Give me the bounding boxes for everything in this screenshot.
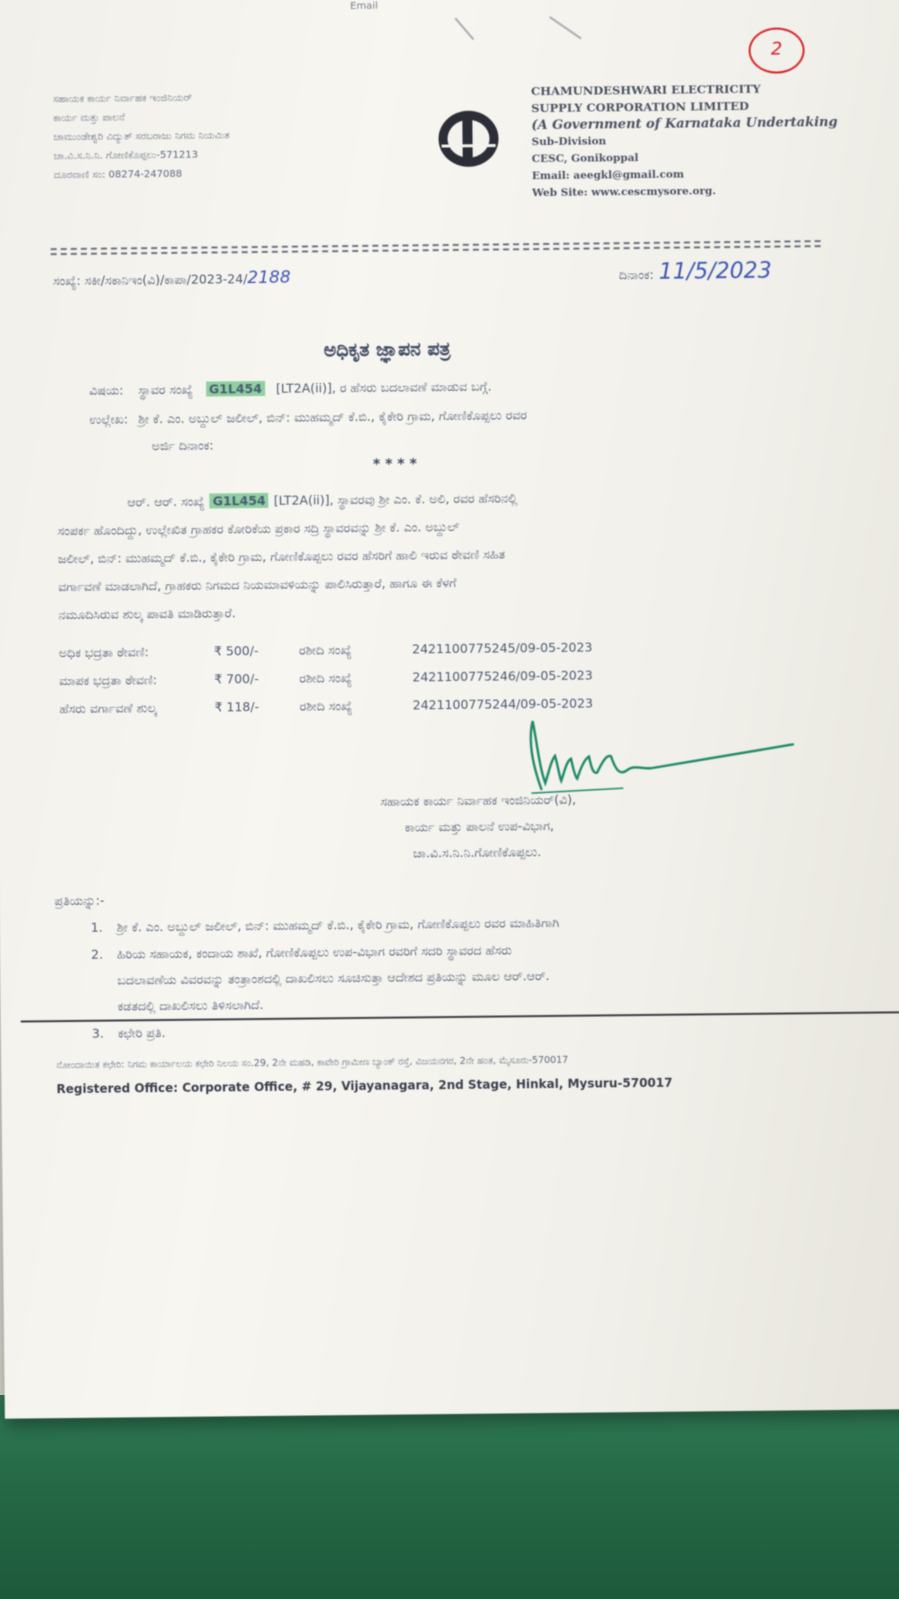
date-row bbox=[619, 259, 772, 286]
header-website: Web Site: www.cescmysore.org. bbox=[532, 185, 717, 200]
paragraph-line1-tail: [LT2A(ii)], ಸ್ಥಾವರವು ಶ್ರೀ ಎಂ. ಕೆ. ಅಲಿ, ರವರ ಹೆಸರಿನಲ್ಲಿ bbox=[273, 490, 518, 508]
receipt-label: ರಶೀದಿ ಸಂಖ್ಯೆ bbox=[299, 698, 353, 714]
page-number-marker: 2 bbox=[748, 27, 804, 74]
signatory-title: ಸಹಾಯಕ ಕಾರ್ಯ ನಿರ್ವಾಹಕ ಇಂಜಿನಿಯರ್(ವಿ), bbox=[380, 791, 577, 809]
copy-number: 3. bbox=[91, 1025, 104, 1041]
table-background bbox=[0, 1395, 899, 1599]
payment-label: ಮಾಪಕ ಭದ್ರತಾ ಠೇವಣಿ: bbox=[59, 672, 158, 689]
date-handwritten: 11/5/2023 bbox=[658, 258, 772, 285]
reference-row bbox=[53, 268, 291, 290]
company-name-line1: CHAMUNDESHWARI ELECTRICITY bbox=[530, 81, 761, 99]
payment-label: ಹೆಸರು ವರ್ಗಾವಣೆ ಶುಲ್ಕ bbox=[59, 700, 157, 717]
signatory-block bbox=[380, 787, 576, 867]
receipt-number: 2421100775246/09-05-2023 bbox=[412, 667, 593, 685]
payment-amount: ₹ 118/- bbox=[214, 699, 260, 715]
paragraph-line: ನಮೂದಿಸಿರುವ ಶುಲ್ಕ ಪಾವತಿ ಮಾಡಿರುತ್ತಾರೆ. bbox=[58, 605, 236, 623]
copy-text: ಹಿರಿಯ ಸಹಾಯಕ, ಕಂದಾಯ ಶಾಖೆ, ಗೋಣಿಕೊಪ್ಪಲು ಉಪ-ವಿಭಾಗ ರವರಿಗೆ ಸದರಿ ಸ್ಥಾವರದ ಹೆಸರು bbox=[116, 942, 512, 962]
subdivision-name: CESC, Gonikoppal bbox=[531, 152, 639, 166]
copy-number: 1. bbox=[90, 919, 103, 935]
reference-line1: ಶ್ರೀ ಕೆ. ಎಂ. ಅಬ್ದುಲ್ ಜಲೀಲ್, ಬಿನ್: ಮುಹಮ್ಮದ್ ಕೆ.ಬಿ., ಕೈಕೇರಿ ಗ್ರಾಮ, ಗೋಣಿಕೊಪ್ಪಲು ರವರ bbox=[137, 407, 527, 427]
copy-text: ಶ್ರೀ ಕೆ. ಎಂ. ಅಬ್ದುಲ್ ಜಲೀಲ್, ಬಿನ್: ಮುಹಮ್ಮದ್ ಕೆ.ಬಿ., ಕೈಕೇರಿ ಗ್ರಾಮ, ಗೋಣಿಕೊಪ್ಪಲು ರವರ ಮಾಹಿತಿಗಾಗಿ bbox=[116, 914, 560, 935]
paragraph-prefix: ಆರ್. ಆರ್. ಸಂಖ್ಯೆ bbox=[127, 493, 205, 510]
main-paragraph bbox=[57, 483, 519, 629]
header-left-line: ಚಾಮುಂಡೇಶ್ವರಿ ವಿದ್ಯುತ್ ಸರಬರಾಜು ನಿಗಮ ನಿಯಮಿತ bbox=[53, 130, 230, 144]
reference-label: ಉಲ್ಲೇಖ: bbox=[89, 411, 129, 427]
section-stars: * * * * bbox=[372, 456, 417, 473]
paragraph-line: ವರ್ಗಾವಣೆ ಮಾಡಲಾಗಿದೆ, ಗ್ರಾಹಕರು ನಿಗಮದ ನಿಯಮಾವಳಿಯನ್ನು ಪಾಲಿಸಿರುತ್ತಾರೆ, ಹಾಗೂ ಈ ಕೆಳಗೆ bbox=[58, 574, 457, 595]
reference-line2: ಅರ್ಜಿ ದಿನಾಂಕ: bbox=[151, 437, 214, 454]
payments-list bbox=[59, 633, 593, 723]
company-name-line2: SUPPLY CORPORATION LIMITED bbox=[531, 98, 750, 116]
copies-section bbox=[54, 883, 560, 1047]
paper-mark bbox=[454, 18, 474, 41]
reference-number-handwritten: 2188 bbox=[247, 267, 291, 289]
subject-install-number: G1L454 bbox=[206, 381, 265, 397]
subject-row bbox=[89, 376, 492, 399]
receipt-number: 2421100775244/09-05-2023 bbox=[412, 695, 594, 713]
receipt-label: ರಶೀದಿ ಸಂಖ್ಯೆ bbox=[299, 670, 353, 686]
company-logo bbox=[433, 105, 504, 172]
header-left-line: ಕಾರ್ಯ ಮತ್ತು ಪಾಲನೆ bbox=[53, 112, 125, 125]
receipt-label: ರಶೀದಿ ಸಂಖ್ಯೆ bbox=[298, 642, 352, 658]
memo-title: ಅಧಿಕೃತ ಜ್ಞಾಪನ ಪತ್ರ bbox=[323, 337, 451, 362]
top-cut-text: Email bbox=[350, 0, 378, 13]
signatory-org: ಚಾ.ವಿ.ಸ.ನಿ.ನಿ.ಗೋಣಿಕೊಪ್ಪಲು. bbox=[412, 844, 542, 861]
paragraph-line: ಜಲೀಲ್, ಬಿನ್: ಮುಹಮ್ಮದ್ ಕೆ.ಬಿ., ಕೈಕೇರಿ ಗ್ರಾಮ, ಗೋಣಿಕೊಪ್ಪಲು ರವರ ಹೆಸರಿಗೆ ಹಾಲಿ ಇರುವ ಠೇವಣಿ ಸಹಿತ bbox=[57, 546, 506, 567]
header-right-block bbox=[531, 80, 838, 202]
copy-text: ಕಛೇರಿ ಪ್ರತಿ. bbox=[117, 1025, 166, 1041]
subject-tail: [LT2A(ii)], ರ ಹೆಸರು ಬದಲಾವಣೆ ಮಾಡುವ ಬಗ್ಗೆ. bbox=[275, 378, 492, 396]
copy-number: 2. bbox=[90, 946, 104, 962]
reference-number-label: ಸಂಖ್ಯೆ: ಸಕೀ/ಸಕಾನಿಇಂ(ವಿ)/ಕಾಪಾ/2023-24/ bbox=[52, 271, 248, 289]
copy-text-continued: ಕಡತದಲ್ಲಿ ದಾಖಲಿಸಲು ತಿಳಿಸಲಾಗಿದೆ. bbox=[117, 996, 264, 1014]
copy-text-continued: ಬದಲಾವಣೆಯ ವಿವರವನ್ನು ತಂತ್ರಾಂಶದಲ್ಲಿ ದಾಖಲಿಸಲು ಸೂಚಿಸುತ್ತಾ ಆದೇಶದ ಪ್ರತಿಯನ್ನು ಮೂಲ ಆರ್.ಆರ್. bbox=[117, 967, 550, 988]
reference-block bbox=[89, 401, 527, 460]
paragraph-install-number: G1L454 bbox=[210, 493, 269, 509]
header-left-block bbox=[53, 88, 230, 185]
subject-label: ವಿಷಯ: bbox=[89, 382, 124, 398]
subdivision-label: Sub-Division bbox=[531, 135, 607, 149]
signatory-office: ಕಾರ್ಯ ಮತ್ತು ಪಾಲನೆ ಉಪ-ವಿಭಾಗ, bbox=[404, 817, 554, 835]
header-left-line: ಚಾ.ವಿ.ಸ.ನಿ.ನಿ. ಗೋಣಿಕೊಪ್ಪಲು-571213 bbox=[53, 149, 199, 163]
header-email: Email: aeegkl@gmail.com bbox=[531, 168, 685, 183]
paragraph-line: ಸಂಪರ್ಕ ಹೊಂದಿದ್ದು, ಉಲ್ಲೇಖಿತ ಗ್ರಾಹಕರ ಕೋರಿಕೆಯ ಪ್ರಕಾರ ಸದ್ರಿ ಸ್ಥಾವರವನ್ನು ಶ್ರೀ ಕೆ. ಎಂ. ಅಬ್ದುಲ್ bbox=[57, 518, 460, 539]
copies-heading: ಪ್ರತಿಯನ್ನು:- bbox=[54, 892, 105, 909]
footer-address-kannada: ನೋಂದಾಯಿತ ಕಛೇರಿ: ನಿಗಮ ಕಾರ್ಯಾಲಯ ಕಛೇರಿ ನಿಲಯ ಸಂ.29, 2ನೇ ಮಹಡಿ, ಕಾವೇರಿ ಗ್ರಾಮೀಣ ಬ್ಯಾಂಕ್ ರಸ್ತೆ, ವಿಜಯನಗರ, 2ನೇ ಹಂತ, ಮೈಸೂರು-570017 bbox=[56, 1054, 569, 1072]
payment-label: ಅಧಿಕ ಭದ್ರತಾ ಠೇವಣಿ: bbox=[58, 644, 149, 661]
footer-address-english: Registered Office: Corporate Office, # 29, Vijayanagara, 2nd Stage, Hinkal, Mysuru-570017 bbox=[56, 1075, 673, 1097]
header-left-line: ಸಹಾಯಕ ಕಾರ್ಯ ನಿರ್ವಾಹಕ ಇಂಜಿನಿಯರ್ bbox=[53, 92, 193, 106]
payment-amount: ₹ 700/- bbox=[214, 671, 259, 687]
header-left-line: ದೂರವಾಣಿ ಸಂ: 08274-247088 bbox=[53, 168, 183, 182]
copy-item bbox=[55, 936, 560, 1020]
paper-mark bbox=[549, 16, 581, 39]
payment-amount: ₹ 500/- bbox=[213, 643, 259, 659]
receipt-number: 2421100775245/09-05-2023 bbox=[412, 639, 593, 657]
company-tagline: (A Government of Karnataka Undertaking bbox=[531, 114, 838, 134]
date-label: ದಿನಾಂಕ: bbox=[618, 266, 654, 283]
subject-text: ಸ್ಥಾವರ ಸಂಖ್ಯೆ bbox=[138, 381, 193, 398]
